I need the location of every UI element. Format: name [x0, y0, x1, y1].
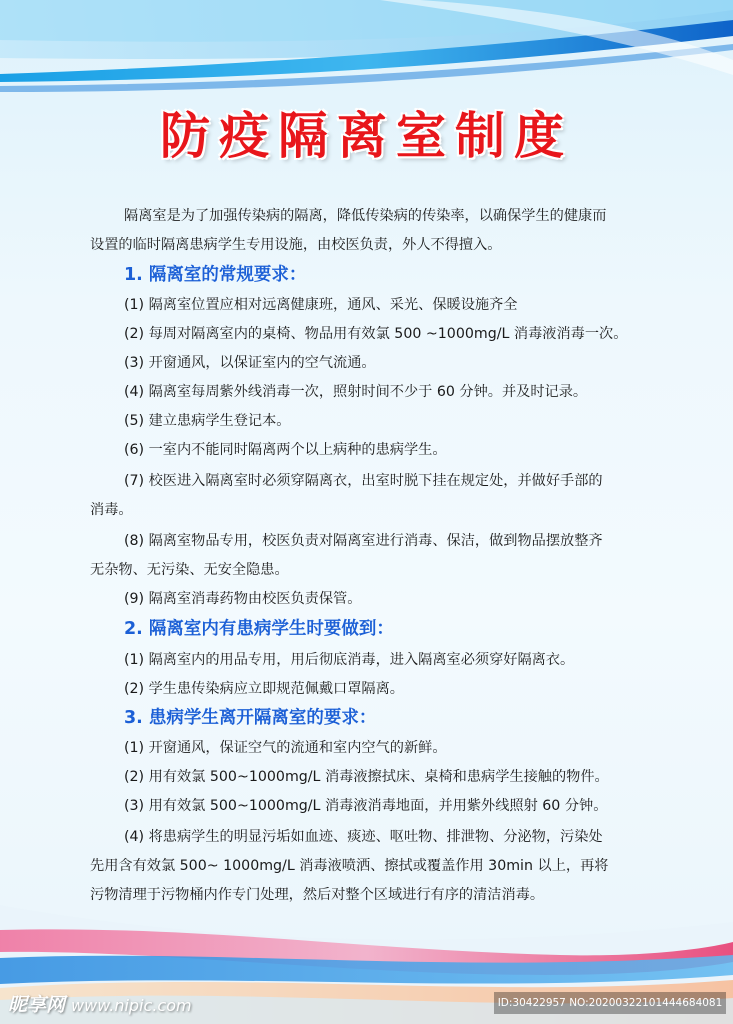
rule-item: (6) 一室内不能同时隔离两个以上病种的患病学生。 [124, 442, 447, 458]
watermark-id: ID:30422957 NO:20200322101444684081 [494, 992, 726, 1014]
rule-item: (7) 校医进入隔离室时必须穿隔离衣，出室时脱下挂在规定处，并做好手部的 [124, 473, 603, 489]
rule-item: (3) 开窗通风，以保证室内的空气流通。 [124, 355, 376, 371]
rule-item: (5) 建立患病学生登记本。 [124, 413, 291, 429]
rule-item-continued: 先用含有效氯 500~ 1000mg/L 消毒液喷洒、擦拭或覆盖作用 30min 以上，再将 [90, 858, 609, 874]
rule-item: (2) 用有效氯 500~1000mg/L 消毒液擦拭床、桌椅和患病学生接触的物件。 [124, 769, 609, 785]
rule-item: (1) 隔离室内的用品专用，用后彻底消毒，进入隔离室必须穿好隔离衣。 [124, 652, 575, 668]
rule-item: (1) 隔离室位置应相对远离健康班，通风、采光、保暖设施齐全 [124, 297, 518, 313]
rule-item: (2) 学生患传染病应立即规范佩戴口罩隔离。 [124, 681, 404, 697]
rule-item: (1) 开窗通风，保证空气的流通和室内空气的新鲜。 [124, 740, 447, 756]
rule-item-continued: 污物清理于污物桶内作专门处理，然后对整个区域进行有序的清洁消毒。 [90, 887, 545, 903]
rule-item: (3) 用有效氯 500~1000mg/L 消毒液消毒地面，并用紫外线照射 60 分钟。 [124, 798, 608, 814]
rule-item-continued: 无杂物、无污染、无安全隐患。 [90, 562, 289, 578]
rule-item: (4) 隔离室每周紫外线消毒一次，照射时间不少于 60 分钟。并及时记录。 [124, 384, 588, 400]
rule-item: (4) 将患病学生的明显污垢如血迹、痰迹、呕吐物、排泄物、分泌物，污染处 [124, 829, 603, 845]
rule-item: (8) 隔离室物品专用，校医负责对隔离室进行消毒、保洁，做到物品摆放整齐 [124, 533, 603, 549]
watermark-url: www.nipic.com [71, 996, 192, 1015]
watermark-brand: 昵享网 [8, 994, 66, 1016]
section-heading-3: 3. 患病学生离开隔离室的要求： [124, 708, 377, 728]
intro-line: 隔离室是为了加强传染病的隔离，降低传染病的传染率，以确保学生的健康而 [124, 208, 607, 224]
rule-item: (9) 隔离室消毒药物由校医负责保管。 [124, 591, 362, 607]
watermark-logo [8, 990, 192, 1017]
section-heading-2: 2. 隔离室内有患病学生时要做到： [124, 619, 394, 639]
rule-item: (2) 每周对隔离室内的桌椅、物品用有效氯 500 ~1000mg/L 消毒液消毒一次。 [124, 326, 628, 342]
intro-line: 设置的临时隔离患病学生专用设施，由校医负责，外人不得擅入。 [90, 237, 502, 253]
rule-item-continued: 消毒。 [90, 502, 133, 518]
page-title: 防疫隔离室制度 [160, 107, 573, 165]
section-heading-1: 1. 隔离室的常规要求： [124, 265, 307, 285]
